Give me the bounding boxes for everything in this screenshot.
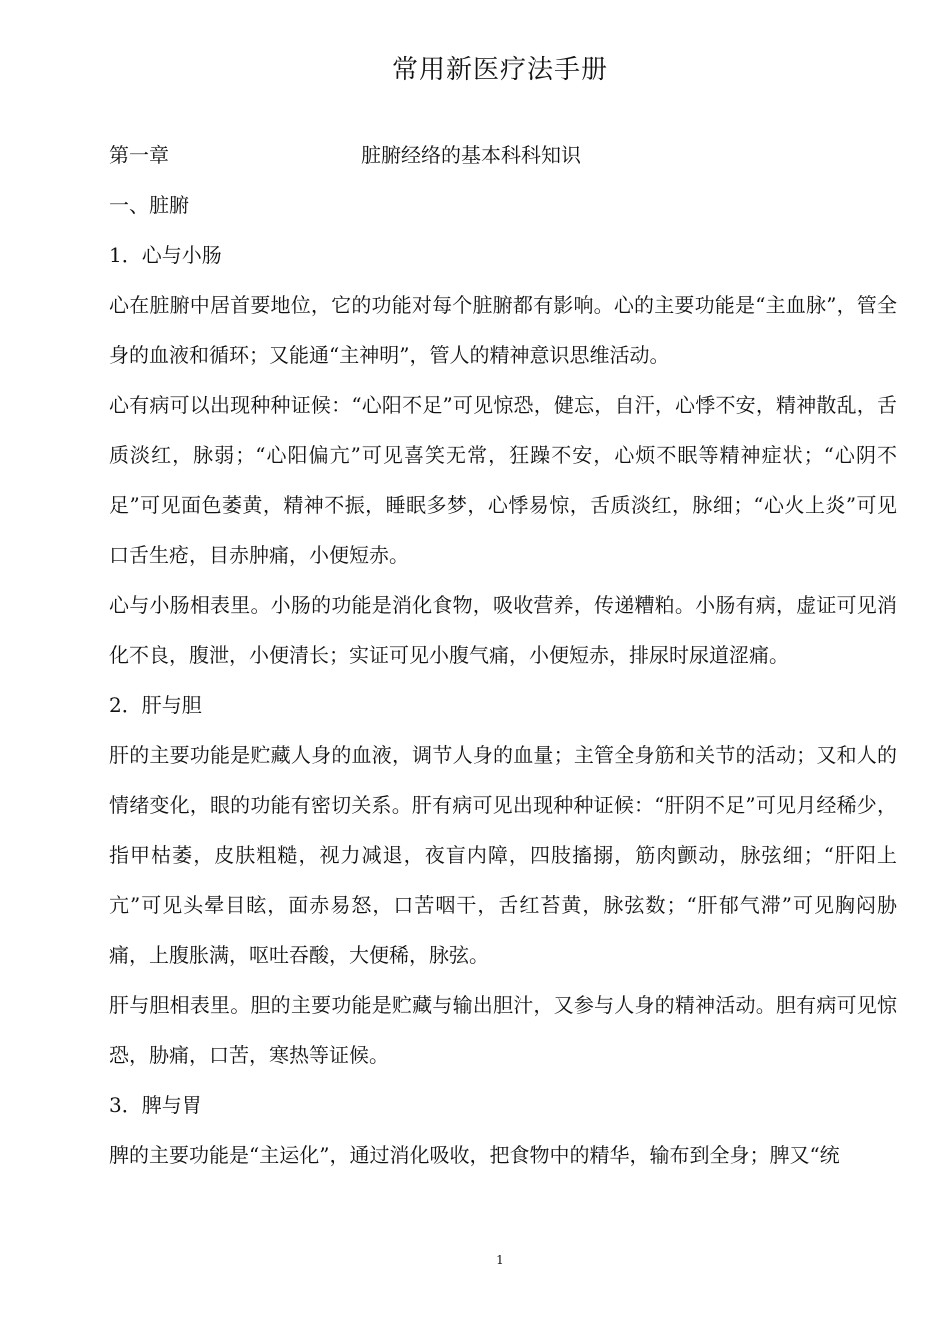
document-title: 常用新医疗法手册 (391, 55, 608, 85)
paragraph: 心与小肠相表里。小肠的功能是消化食物，吸收营养，传递糟粕。小肠有病，虚证可见消化不良，腹泄，小便清长；实证可见小腹气痛，小便短赤，排尿时尿道涩痛。 (109, 593, 897, 667)
subsection-heading: 3．脾与胃 (109, 1093, 202, 1117)
paragraph: 肝与胆相表里。胆的主要功能是贮藏与输出胆汁，又参与人身的精神活动。胆有病可见惊恐，胁痛，口苦，寒热等证候。 (109, 993, 897, 1067)
chapter-name: 脏腑经络的基本科科知识 (361, 143, 581, 167)
subsection-heading: 2．肝与胆 (109, 693, 202, 717)
chapter-heading (109, 130, 897, 180)
page-number: 1 (496, 1253, 504, 1267)
paragraph: 心有病可以出现种种证候：“心阳不足”可见惊恐，健忘，自汗，心悸不安，精神散乱，舌质淡红，脉弱；“心阳偏亢”可见喜笑无常，狂躁不安，心烦不眠等精神症状；“心阴不足”可见面色萎黄，精神不振，睡眠多梦，心悸易惊，舌质淡红，脉细；“心火上炎”可见口舌生疮，目赤肿痛，小便短赤。 (109, 393, 897, 567)
chapter-number: 第一章 (109, 143, 169, 167)
document-body (109, 130, 897, 1180)
paragraph: 心在脏腑中居首要地位，它的功能对每个脏腑都有影响。心的主要功能是“主血脉”，管全身的血液和循环；又能通“主神明”，管人的精神意识思维活动。 (109, 293, 897, 367)
subsection-heading: 1．心与小肠 (109, 243, 222, 267)
paragraph: 脾的主要功能是“主运化”，通过消化吸收，把食物中的精华，输布到全身；脾又“统 (109, 1143, 840, 1167)
section-heading: 一、脏腑 (109, 193, 189, 217)
paragraph: 肝的主要功能是贮藏人身的血液，调节人身的血量；主管全身筋和关节的活动；又和人的情绪变化，眼的功能有密切关系。肝有病可见出现种种证候：“肝阴不足”可见月经稀少，指甲枯萎，皮肤粗糙，视力减退，夜盲内障，四肢搐搦，筋肉颤动，脉弦细；“肝阳上亢”可见头晕目眩，面赤易怒，口苦咽干，舌红苔黄，脉弦数；“肝郁气滞”可见胸闷胁痛，上腹胀满，呕吐吞酸，大便稀，脉弦。 (109, 743, 897, 967)
